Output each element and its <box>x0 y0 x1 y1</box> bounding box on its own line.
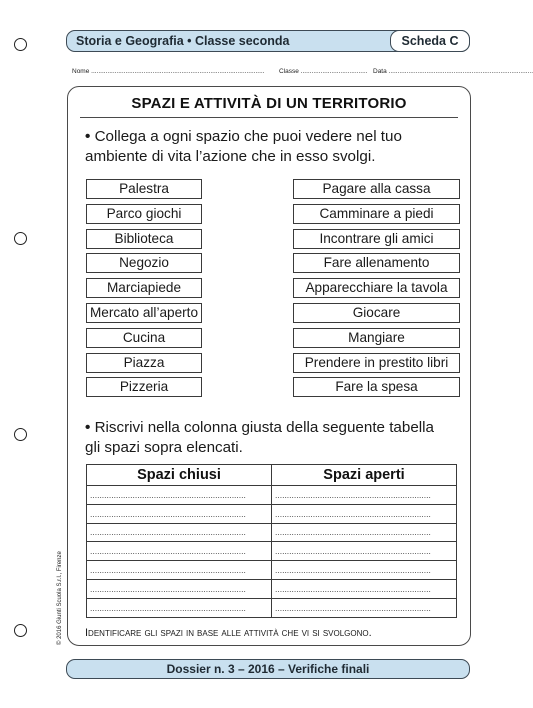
title-rule <box>80 117 458 118</box>
worksheet-title: SPAZI E ATTIVITÀ DI UN TERRITORIO <box>131 95 407 112</box>
student-info-line <box>66 68 533 80</box>
action-box[interactable]: Apparecchiare la tavola <box>293 278 460 298</box>
action-box[interactable]: Giocare <box>293 303 460 323</box>
date-field[interactable]: Data ................................................................................ <box>373 68 533 75</box>
exercise1-line1: Collega a ogni spazio che puoi vedere nel tuo <box>94 128 402 145</box>
binder-hole <box>14 38 27 51</box>
blank-cell-closed[interactable]: .................................................................. <box>87 579 272 598</box>
table-row <box>87 561 457 580</box>
table-row <box>87 579 457 598</box>
action-box[interactable]: Incontrare gli amici <box>293 229 460 249</box>
blank-cell-open[interactable]: .................................................................. <box>272 598 457 617</box>
action-box[interactable]: Prendere in prestito libri <box>293 353 460 373</box>
table-row <box>87 523 457 542</box>
blank-cell-closed[interactable]: .................................................................. <box>87 598 272 617</box>
sheet-label: Scheda C <box>401 34 459 48</box>
space-box[interactable]: Pizzeria <box>86 377 202 397</box>
action-box[interactable]: Camminare a piedi <box>293 204 460 224</box>
action-box[interactable]: Pagare alla cassa <box>293 179 460 199</box>
header-bar <box>66 30 470 52</box>
blank-cell-closed[interactable]: .................................................................. <box>87 486 272 505</box>
binder-hole <box>14 428 27 441</box>
space-box[interactable]: Parco giochi <box>86 204 202 224</box>
blank-cell-closed[interactable]: .................................................................. <box>87 523 272 542</box>
table-row <box>87 542 457 561</box>
blank-cell-open[interactable]: .................................................................. <box>272 561 457 580</box>
col-header-open-spaces: Spazi aperti <box>272 465 457 486</box>
blank-cell-closed[interactable]: .................................................................. <box>87 504 272 523</box>
space-box[interactable]: Cucina <box>86 328 202 348</box>
learning-objective: Identificare gli spazi in base alle attività che vi si svolgono. <box>85 627 372 639</box>
table-row <box>87 504 457 523</box>
blank-cell-open[interactable]: .................................................................. <box>272 523 457 542</box>
table-row <box>87 598 457 617</box>
footer-title: Dossier n. 3 – 2016 – Verifiche finali <box>166 662 370 676</box>
binder-hole <box>14 624 27 637</box>
space-box[interactable]: Marciapiede <box>86 278 202 298</box>
binder-hole <box>14 232 27 245</box>
blank-cell-open[interactable]: .................................................................. <box>272 486 457 505</box>
space-box[interactable]: Piazza <box>86 353 202 373</box>
copyright-notice: © 2016 Giunti Scuola S.r.l., Firenze <box>57 551 63 645</box>
name-field[interactable]: Nome ................................................................................................ <box>72 68 265 75</box>
action-box[interactable]: Mangiare <box>293 328 460 348</box>
blank-cell-closed[interactable]: .................................................................. <box>87 542 272 561</box>
space-box[interactable]: Negozio <box>86 253 202 273</box>
exercise2-line1: Riscrivi nella colonna giusta della seguente tabella <box>94 419 434 436</box>
worksheet-frame <box>67 86 471 646</box>
action-box[interactable]: Fare la spesa <box>293 377 460 397</box>
blank-cell-closed[interactable]: .................................................................. <box>87 561 272 580</box>
sheet-tab <box>390 30 470 52</box>
action-box[interactable]: Fare allenamento <box>293 253 460 273</box>
exercise2-line2: gli spazi sopra elencati. <box>85 439 243 456</box>
col-header-closed-spaces: Spazi chiusi <box>87 465 272 486</box>
bullet-icon: • <box>85 419 91 436</box>
exercise1-instructions <box>85 127 455 167</box>
space-box[interactable]: Biblioteca <box>86 229 202 249</box>
blank-cell-open[interactable]: .................................................................. <box>272 504 457 523</box>
exercise2-instructions <box>85 418 455 458</box>
space-box[interactable]: Palestra <box>86 179 202 199</box>
footer-bar <box>66 659 470 679</box>
table-row <box>87 486 457 505</box>
subject-title: Storia e Geografia • Classe seconda <box>76 34 290 48</box>
class-field[interactable]: Classe ..................................... <box>279 68 368 75</box>
bullet-icon: • <box>85 128 91 145</box>
blank-cell-open[interactable]: .................................................................. <box>272 542 457 561</box>
space-box[interactable]: Mercato all’aperto <box>86 303 202 323</box>
spaces-table <box>86 464 457 618</box>
blank-cell-open[interactable]: .................................................................. <box>272 579 457 598</box>
exercise1-line2: ambiente di vita l’azione che in esso svolgi. <box>85 148 376 165</box>
